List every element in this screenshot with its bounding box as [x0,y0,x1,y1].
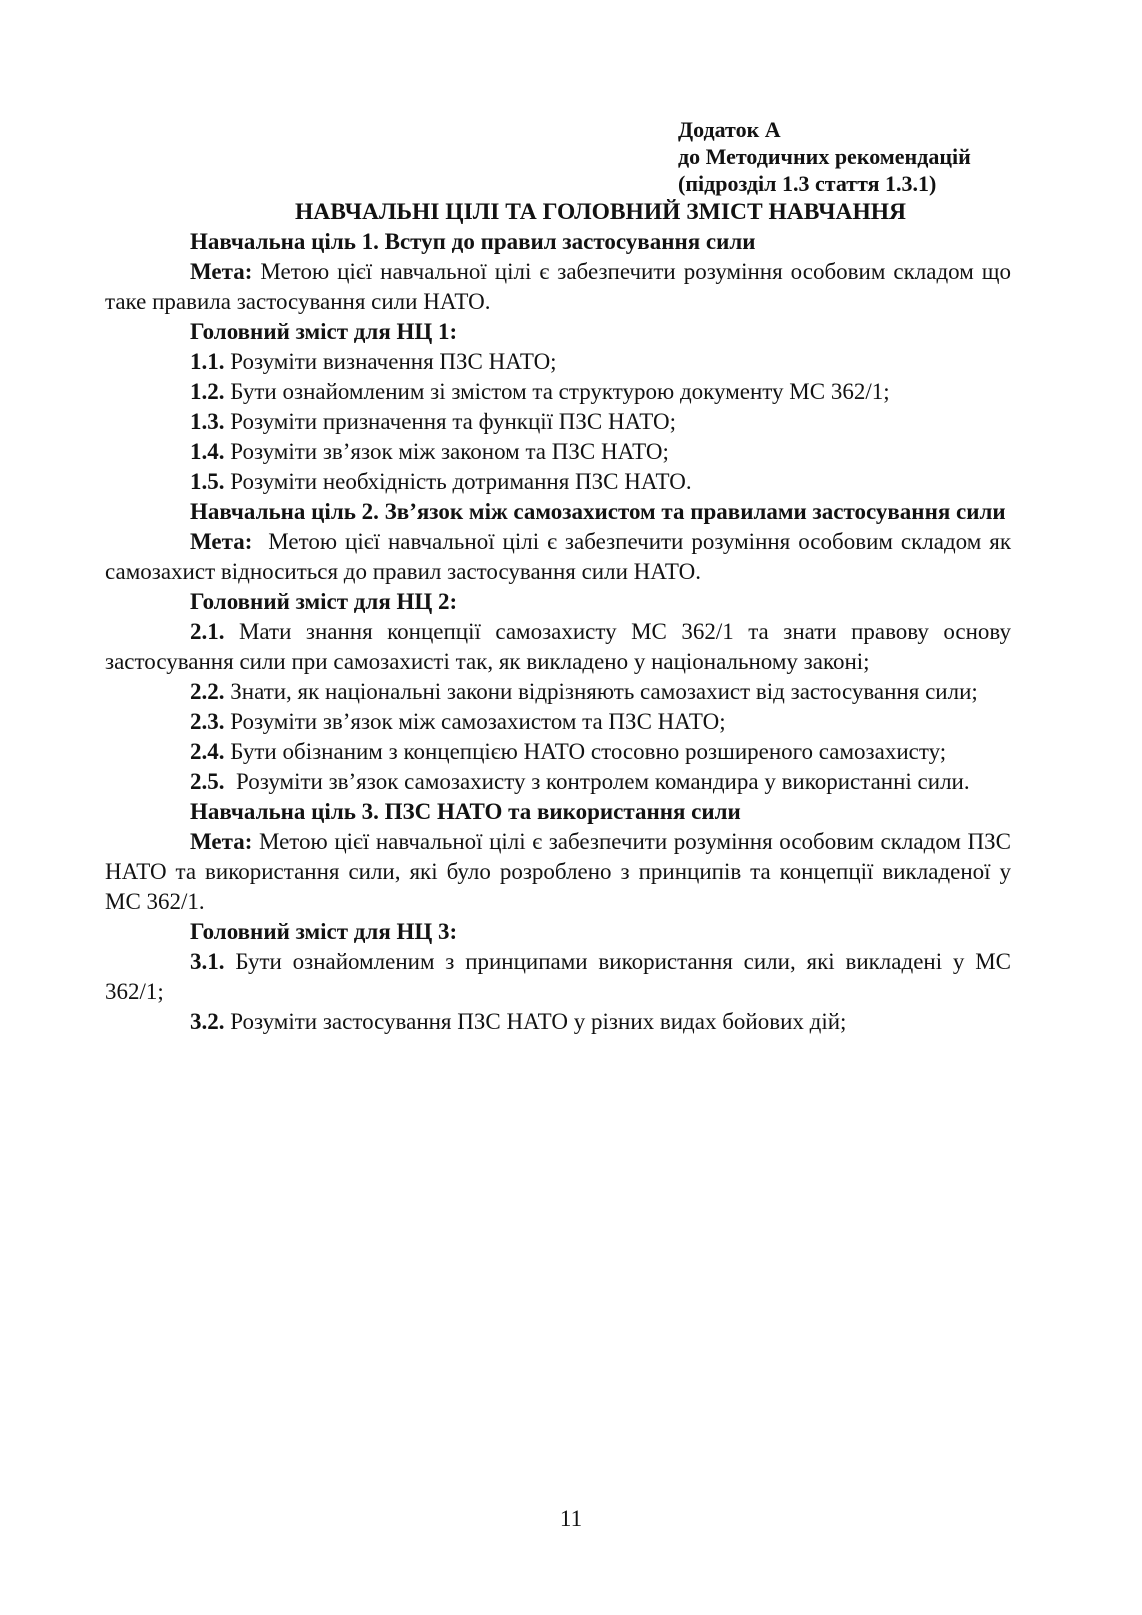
list-item [105,617,1011,677]
item-text: Бути ознайомленим зі змістом та структурою документу МС 362/1; [230,379,890,404]
list-item [105,737,1011,767]
annotation-line: до Методичних рекомендацій [678,144,971,169]
section-3-heading: Навчальна ціль 3. ПЗС НАТО та використання сили [190,799,741,824]
section-1-content-heading: Головний зміст для НЦ 1: [190,319,458,344]
item-number: 1.4. [190,439,225,464]
list-item [105,677,1011,707]
section-2-meta [105,527,1011,587]
item-number: 2.4. [190,739,225,764]
list-item [105,437,1011,467]
item-text: Знати, як національні закони відрізняють самозахист від застосування сили; [230,679,978,704]
list-item [105,407,1011,437]
meta-text: Метою цієї навчальної цілі є забезпечити розуміння особовим складом ПЗС НАТО та використання сили, які було розроблено з принципів та концепції викладеної у МС 362/1. [105,829,1011,914]
item-number: 2.2. [190,679,225,704]
list-item [105,1007,1011,1037]
section-1-heading: Навчальна ціль 1. Вступ до правил застосування сили [190,229,756,254]
list-item [105,377,1011,407]
item-number: 2.5. [190,769,225,794]
meta-label: Мета: [190,259,253,284]
page-number: 11 [559,1506,583,1531]
list-item [105,707,1011,737]
item-number: 3.1. [190,949,225,974]
item-text: Бути обізнаним з концепцією НАТО стосовно розширеного самозахисту; [230,739,947,764]
item-text: Розуміти зв’язок між законом та ПЗС НАТО; [230,439,669,464]
annotation-line: Додаток А [678,117,781,142]
item-text: Розуміти зв’язок між самозахистом та ПЗС НАТО; [230,709,726,734]
meta-label: Мета: [190,529,253,554]
item-text: Розуміти призначення та функції ПЗС НАТО; [230,409,676,434]
section-2-content-heading: Головний зміст для НЦ 2: [190,589,458,614]
page-title: НАВЧАЛЬНІ ЦІЛІ ТА ГОЛОВНИЙ ЗМІСТ НАВЧАННЯ [294,199,907,225]
item-number: 3.2. [190,1009,225,1034]
list-item [105,947,1011,1007]
annotation-line: (підрозділ 1.3 стаття 1.3.1) [678,171,937,196]
item-text: Мати знання концепції самозахисту МС 362/1 та знати правову основу застосування сили при самозахисті так, як викладено у національному законі; [105,619,1011,674]
item-text: Бути ознайомленим з принципами використання сили, які викладені у МС 362/1; [105,949,1011,1004]
item-number: 2.3. [190,709,225,734]
item-number: 2.1. [190,619,225,644]
list-item [105,767,1011,797]
list-item [105,347,1011,377]
item-text: Розуміти застосування ПЗС НАТО у різних видах бойових дій; [230,1009,847,1034]
item-text: Розуміти визначення ПЗС НАТО; [230,349,557,374]
item-text: Розуміти необхідність дотримання ПЗС НАТО. [230,469,692,494]
meta-label: Мета: [190,829,253,854]
item-number: 1.3. [190,409,225,434]
item-number: 1.2. [190,379,225,404]
meta-text: Метою цієї навчальної цілі є забезпечити розуміння особовим складом що таке правила застосування сили НАТО. [105,259,1011,314]
section-3-content-heading: Головний зміст для НЦ 3: [190,919,458,944]
item-text: Розуміти зв’язок самозахисту з контролем командира у використанні сили. [236,769,970,794]
item-number: 1.5. [190,469,225,494]
section-3-meta [105,827,1011,917]
document-content [105,116,1011,1037]
section-1-meta [105,257,1011,317]
section-2-heading: Навчальна ціль 2. Зв’язок між самозахистом та правилами застосування сили [190,499,1006,524]
item-number: 1.1. [190,349,225,374]
list-item [105,467,1011,497]
meta-text: Метою цієї навчальної цілі є забезпечити розуміння особовим складом як самозахист відноситься до правил застосування сили НАТО. [105,529,1011,584]
annotation-block [678,116,1011,197]
